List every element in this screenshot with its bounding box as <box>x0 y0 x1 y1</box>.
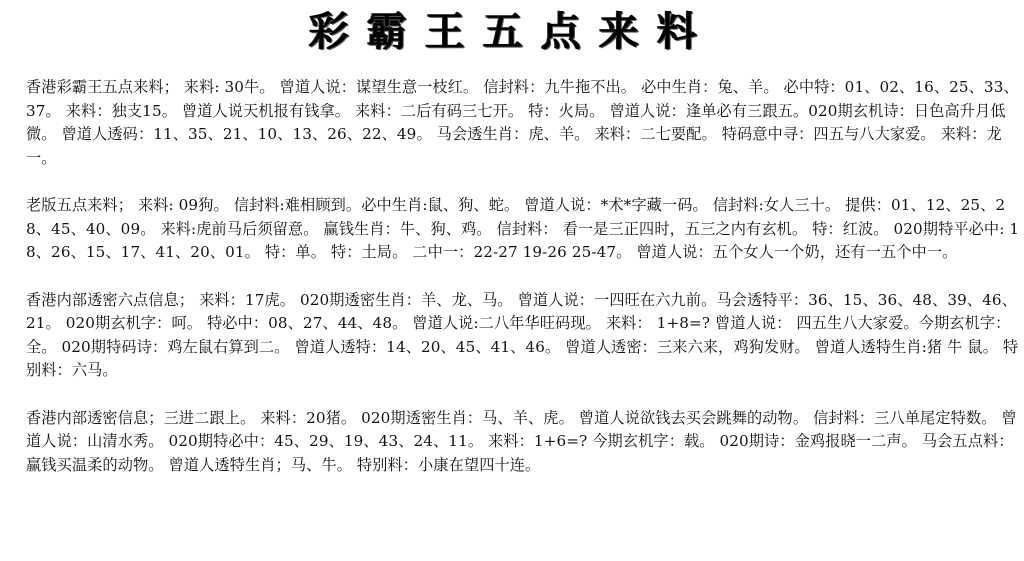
document-title: 彩霸王五点来料 <box>309 8 715 55</box>
paragraph-caibawang: 香港彩霸王五点来料； 来料: 30牛。 曾道人说：谋望生意一枝红。 信封料：九牛拖不出。 必中生肖：兔、羊。 必中特：01、02、16、25、33、37。 来料：独支15。 曾道人说天机报有钱拿。 来料：二后有码三七开。 特：火局。 曾道人说：逢单必有三跟五。020期玄机诗：日色高升月低微。 曾道人透码：11、35、21、10、13、26、22、49。 马会透生肖：虎、羊。 来料：二七要配。 特码意中寻：四五与八大家爱。 来料：龙一。 <box>26 78 1019 167</box>
paragraph-neibu-six-point: 香港内部透密六点信息； 来料：17虎。 020期透密生肖：羊、龙、马。 曾道人说：一四旺在六九前。马会透特平：36、15、36、48、39、46、21。 020期玄机字：呵。 特必中：08、27、44、48。 曾道人说:二八年华旺码现。 来料： 1+8=? 曾道人说： 四五生八大家爱。今期玄机字：全。 020期特码诗：鸡左鼠右算到二。 曾道人透特：14、20、45、41、46。 曾道人透密：三来六来，鸡狗发财。 曾道人透特生肖:猪 牛 鼠。 特别料：六马。 <box>26 290 1019 379</box>
document-body <box>26 76 1022 501</box>
paragraph-neibu-info: 香港内部透密信息；三进二跟上。 来料：20猪。 020期透密生肖：马、羊、虎。 曾道人说欲钱去买会跳舞的动物。 信封料：三八单尾定特数。 曾道人说：山清水秀。 020期特必中：45、29、19、43、24、11。 来料：1+6=? 今期玄机字：载。 020期诗：金鸡报晓一二声。 马会五点料：赢钱买温柔的动物。 曾道人透特生肖；马、牛。 特别料：小康在望四十连。 <box>26 408 1017 474</box>
paragraph-laoban: 老版五点来料； 来料: 09狗。 信封料:难相顾到。必中生肖:鼠、狗、蛇。 曾道人说：*术*字藏一码。 信封料:女人三十。 提供：01、12、25、28、45、40、09。 来料:虎前马后须留意。 赢钱生肖：牛、狗、鸡。 信封料： 看一是三正四时，五三之内有玄机。 特：红波。 020期特平必中: 18、26、15、17、41、20、01。 特：单。 特：土局。 二中一：22-27 19-26 25-47。 曾道人说：五个女人一个奶，还有一五个中一。 <box>26 196 1020 261</box>
